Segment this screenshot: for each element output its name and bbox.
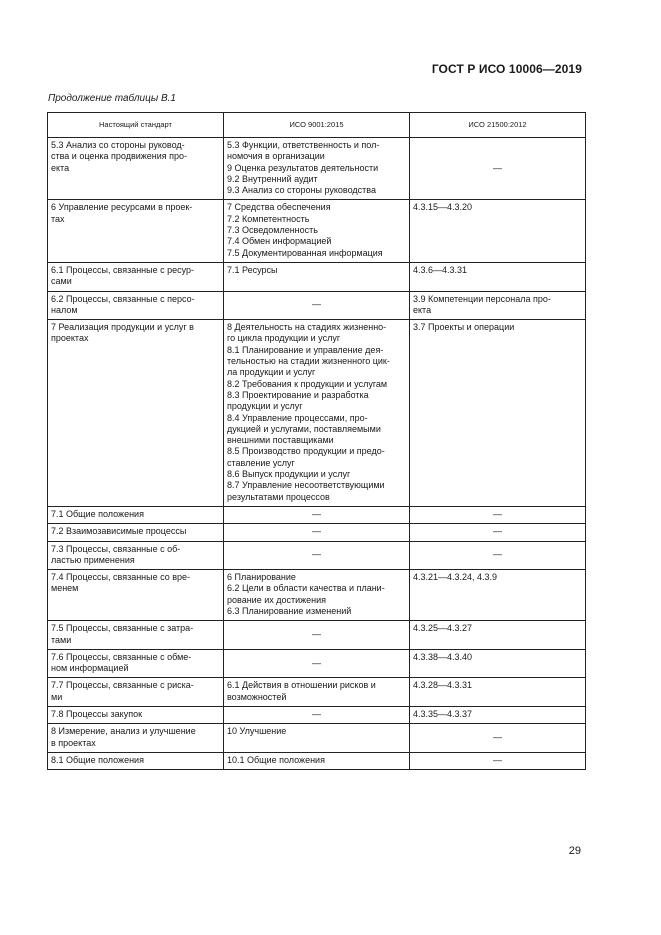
cell-line: 6.2 Процессы, связанные с персо-: [51, 293, 195, 304]
cell-line: 4.3.21—4.3.24, 4.3.9: [413, 572, 498, 583]
cell-this-standard: [48, 262, 224, 291]
column-header-this-standard: Настоящий стандарт: [48, 113, 224, 138]
cell-iso-21500: [410, 200, 586, 262]
cell-iso-9001: [224, 262, 410, 291]
cell-line: 4.3.15—4.3.20: [413, 202, 473, 213]
cell-this-standard: [48, 524, 224, 541]
cell-this-standard: [48, 291, 224, 320]
cell-line: 9 Оценка результатов деятельности: [227, 162, 379, 173]
cell-iso-21500: [410, 291, 586, 320]
cell-line: —: [312, 526, 321, 537]
table-row: [48, 262, 586, 291]
cell-iso-9001: [224, 621, 410, 650]
cell-line: проектах: [51, 333, 89, 344]
cell-iso-21500: [410, 506, 586, 523]
cell-line: ми: [51, 691, 63, 702]
cell-line: —: [493, 526, 502, 537]
cell-line: 10.1 Общие положения: [227, 754, 325, 765]
cell-line: 3.7 Проекты и операции: [413, 322, 515, 333]
cell-iso-9001: [224, 570, 410, 621]
table-row: [48, 724, 586, 753]
cell-line: 4.3.35—4.3.37: [413, 709, 473, 720]
table-row: [48, 200, 586, 262]
table-row: [48, 524, 586, 541]
cell-line: 10 Улучшение: [227, 726, 287, 737]
cell-line: внешними поставщиками: [227, 435, 334, 446]
cell-this-standard: [48, 678, 224, 707]
cell-iso-9001: [224, 524, 410, 541]
cell-this-standard: [48, 138, 224, 200]
cell-iso-21500: [410, 707, 586, 724]
cell-iso-21500: [410, 649, 586, 678]
cell-iso-9001: [224, 320, 410, 507]
table-row: [48, 621, 586, 650]
cell-iso-21500: [410, 752, 586, 769]
cell-this-standard: [48, 649, 224, 678]
cell-line: 7.7 Процессы, связанные с риска-: [51, 680, 194, 691]
cell-iso-21500: [410, 262, 586, 291]
cell-line: 9.2 Внутренний аудит: [227, 173, 318, 184]
cell-line: 3.9 Компетенции персонала про-: [413, 293, 551, 304]
cell-line: 7 Средства обеспечения: [227, 202, 331, 213]
cell-line: 6.3 Планирование изменений: [227, 605, 352, 616]
table-row: [48, 506, 586, 523]
table-row: [48, 138, 586, 200]
table-row: [48, 320, 586, 507]
cell-line: 8.1 Планирование и управление дея-: [227, 344, 384, 355]
cell-line: —: [312, 299, 321, 310]
cell-line: 6 Планирование: [227, 572, 296, 583]
cell-line: ном информацией: [51, 663, 129, 674]
table-row: [48, 570, 586, 621]
cell-line: 9.3 Анализ со стороны руководства: [227, 185, 376, 196]
cell-iso-9001: [224, 200, 410, 262]
cell-line: 7.1 Ресурсы: [227, 264, 278, 275]
cell-line: —: [493, 162, 502, 173]
cell-this-standard: [48, 570, 224, 621]
cell-line: 8.7 Управление несоответствующими: [227, 480, 385, 491]
cell-line: —: [493, 549, 502, 560]
cell-line: тах: [51, 213, 65, 224]
cell-line: 7.3 Процессы, связанные с об-: [51, 543, 181, 554]
table-body: [48, 138, 586, 770]
column-header-iso-9001: ИСО 9001:2015: [224, 113, 410, 138]
table-row: [48, 752, 586, 769]
cell-line: —: [312, 508, 321, 519]
cell-line: 8 Измерение, анализ и улучшение: [51, 726, 196, 737]
cell-line: екта: [51, 162, 70, 173]
cell-line: —: [312, 549, 321, 560]
column-header-iso-21500: ИСО 21500:2012: [410, 113, 586, 138]
cell-line: 4.3.25—4.3.27: [413, 623, 473, 634]
cell-line: 7.4 Процессы, связанные со вре-: [51, 572, 191, 583]
cell-line: —: [493, 732, 502, 742]
cell-line: 7.3 Осведомленность: [227, 225, 318, 236]
cell-this-standard: [48, 506, 224, 523]
page-number: 29: [568, 845, 581, 857]
cell-line: —: [493, 508, 502, 519]
cell-line: продукции и услуг: [227, 401, 303, 412]
cell-iso-9001: [224, 724, 410, 753]
cell-line: —: [493, 754, 502, 765]
cell-line: —: [312, 657, 321, 668]
cell-line: 8.3 Проектирование и разработка: [227, 389, 369, 400]
document-title: ГОСТ Р ИСО 10006—2019: [431, 62, 582, 76]
table-header-row: [48, 113, 586, 138]
cell-line: 4.3.6—4.3.31: [413, 264, 468, 275]
cell-line: ластью применения: [51, 554, 135, 565]
cell-iso-21500: [410, 541, 586, 570]
cell-line: результатами процессов: [227, 491, 330, 502]
table-row: [48, 678, 586, 707]
cell-line: 7.6 Процессы, связанные с обме-: [51, 651, 192, 662]
cell-line: номочия в организации: [227, 151, 325, 162]
table-row: [48, 707, 586, 724]
cell-line: го цикла продукции и услуг: [227, 333, 341, 344]
cell-line: 6.1 Процессы, связанные с ресур-: [51, 264, 195, 275]
cell-line: 4.3.38—4.3.40: [413, 651, 473, 662]
cell-line: 7.5 Документированная информация: [227, 247, 383, 258]
cell-line: 8.2 Требования к продукции и услугам: [227, 378, 388, 389]
cell-this-standard: [48, 707, 224, 724]
cell-line: 8.4 Управление процессами, про-: [227, 412, 368, 423]
cell-line: 7 Реализация продукции и услуг в: [51, 322, 194, 333]
cell-line: 8.6 Выпуск продукции и услуг: [227, 469, 351, 480]
cell-line: сами: [51, 276, 72, 287]
cell-iso-9001: [224, 649, 410, 678]
cell-iso-21500: [410, 524, 586, 541]
cell-iso-9001: [224, 678, 410, 707]
cell-this-standard: [48, 320, 224, 507]
cell-iso-9001: [224, 138, 410, 200]
cell-this-standard: [48, 541, 224, 570]
cell-line: менем: [51, 583, 79, 594]
cell-line: 5.3 Анализ со стороны руковод-: [51, 140, 185, 150]
cell-line: 7.2 Взаимозависимые процессы: [51, 526, 187, 537]
cell-line: налом: [51, 304, 78, 315]
cell-iso-21500: [410, 570, 586, 621]
cell-iso-9001: [224, 291, 410, 320]
cell-iso-9001: [224, 752, 410, 769]
cell-this-standard: [48, 200, 224, 262]
cell-line: 7.5 Процессы, связанные с затра-: [51, 623, 194, 634]
cell-iso-21500: [410, 724, 586, 753]
cell-line: 8.5 Производство продукции и предо-: [227, 446, 385, 457]
cell-iso-21500: [410, 138, 586, 200]
cell-line: 6.1 Действия в отношении рисков и: [227, 680, 376, 691]
cell-line: тельностью на стадии жизненного цик-: [227, 356, 390, 367]
cell-line: 4.3.28—4.3.31: [413, 680, 473, 691]
cell-iso-21500: [410, 678, 586, 707]
cell-iso-9001: [224, 707, 410, 724]
cell-line: —: [312, 709, 321, 720]
cell-this-standard: [48, 752, 224, 769]
cell-line: дукцией и услугами, поставляемыми: [227, 423, 381, 434]
cell-line: в проектах: [51, 737, 96, 748]
cell-line: екта: [413, 304, 432, 315]
cell-line: 7.2 Компетентность: [227, 213, 310, 224]
cell-line: —: [312, 628, 321, 639]
cell-line: ства и оценка продвижения про-: [51, 151, 188, 162]
table-row: [48, 291, 586, 320]
table-row: [48, 541, 586, 570]
cell-line: 7.4 Обмен информацией: [227, 236, 332, 247]
cell-iso-9001: [224, 541, 410, 570]
cell-line: рование их достижения: [227, 594, 327, 605]
cell-iso-21500: [410, 621, 586, 650]
cell-line: ла продукции и услуг: [227, 367, 316, 378]
cell-this-standard: [48, 621, 224, 650]
cell-line: возможностей: [227, 691, 287, 702]
cell-line: 6.2 Цели в области качества и плани-: [227, 583, 385, 594]
table-row: [48, 649, 586, 678]
cell-line: 6 Управление ресурсами в проек-: [51, 202, 193, 213]
cell-line: 8.1 Общие положения: [51, 754, 144, 765]
table-caption: Продолжение таблицы В.1: [48, 93, 176, 104]
cell-iso-21500: [410, 320, 586, 507]
cell-line: 8 Деятельность на стадиях жизненно-: [227, 322, 387, 333]
cell-line: тами: [51, 634, 72, 645]
cell-line: ставление услуг: [227, 457, 295, 468]
cell-line: 7.8 Процессы закупок: [51, 709, 143, 720]
cell-line: 5.3 Функции, ответственность и пол-: [227, 140, 380, 150]
cell-iso-9001: [224, 506, 410, 523]
cell-line: 7.1 Общие положения: [51, 508, 144, 519]
cell-this-standard: [48, 724, 224, 753]
comparison-table: [47, 112, 586, 770]
